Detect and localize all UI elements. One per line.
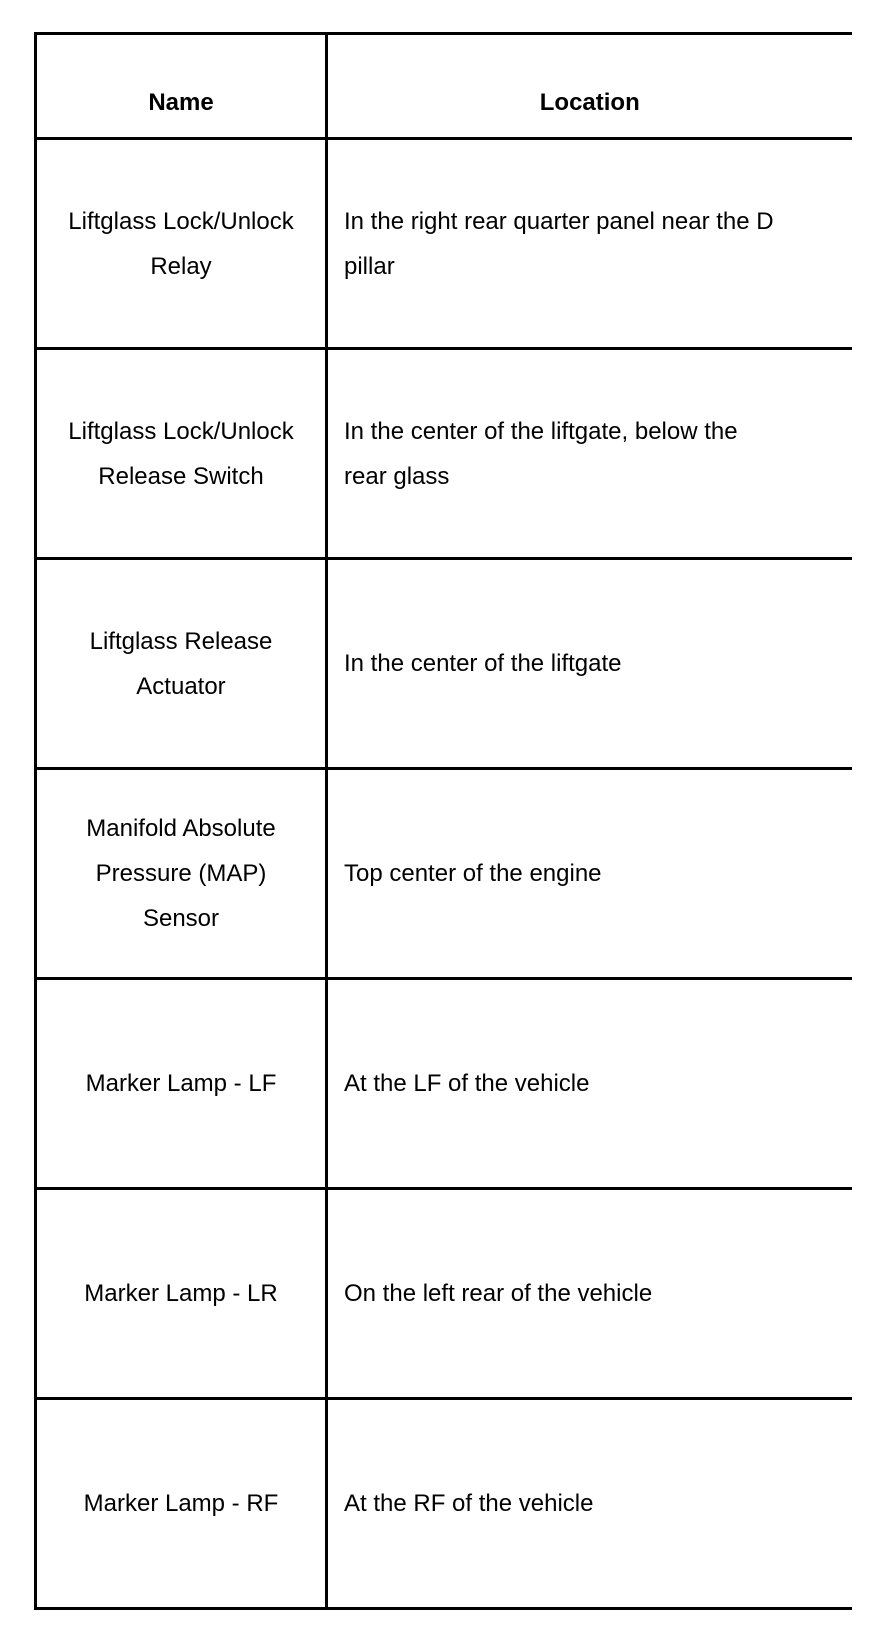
component-location-table-container: [34, 32, 850, 1610]
component-name-cell: Manifold Absolute Pressure (MAP) Sensor: [36, 769, 327, 979]
component-location-cell: In the center of the liftgate: [327, 559, 852, 769]
component-name-cell: Marker Lamp - RF: [36, 1399, 327, 1609]
component-name-cell: Marker Lamp - LF: [36, 979, 327, 1189]
name-column-header: Name: [36, 34, 327, 139]
component-location-table: [34, 32, 852, 1610]
table-row: [36, 979, 852, 1189]
component-name-cell: Liftglass Lock/Unlock Release Switch: [36, 349, 327, 559]
table-row: [36, 559, 852, 769]
component-location-cell: At the RF of the vehicle: [327, 1399, 852, 1609]
component-location-cell: At the LF of the vehicle: [327, 979, 852, 1189]
component-location-cell: In the right rear quarter panel near the D pillar: [327, 139, 852, 349]
table-row: [36, 349, 852, 559]
component-location-cell: Top center of the engine: [327, 769, 852, 979]
table-row: [36, 1399, 852, 1609]
table-row: [36, 769, 852, 979]
component-location-cell: On the left rear of the vehicle: [327, 1189, 852, 1399]
component-name-cell: Liftglass Lock/Unlock Relay: [36, 139, 327, 349]
location-column-header: Location: [327, 34, 852, 139]
component-name-cell: Liftglass Release Actuator: [36, 559, 327, 769]
table-header-row: [36, 34, 852, 139]
component-name-cell: Marker Lamp - LR: [36, 1189, 327, 1399]
table-row: [36, 139, 852, 349]
component-location-cell: In the center of the liftgate, below the rear glass: [327, 349, 852, 559]
table-row: [36, 1189, 852, 1399]
